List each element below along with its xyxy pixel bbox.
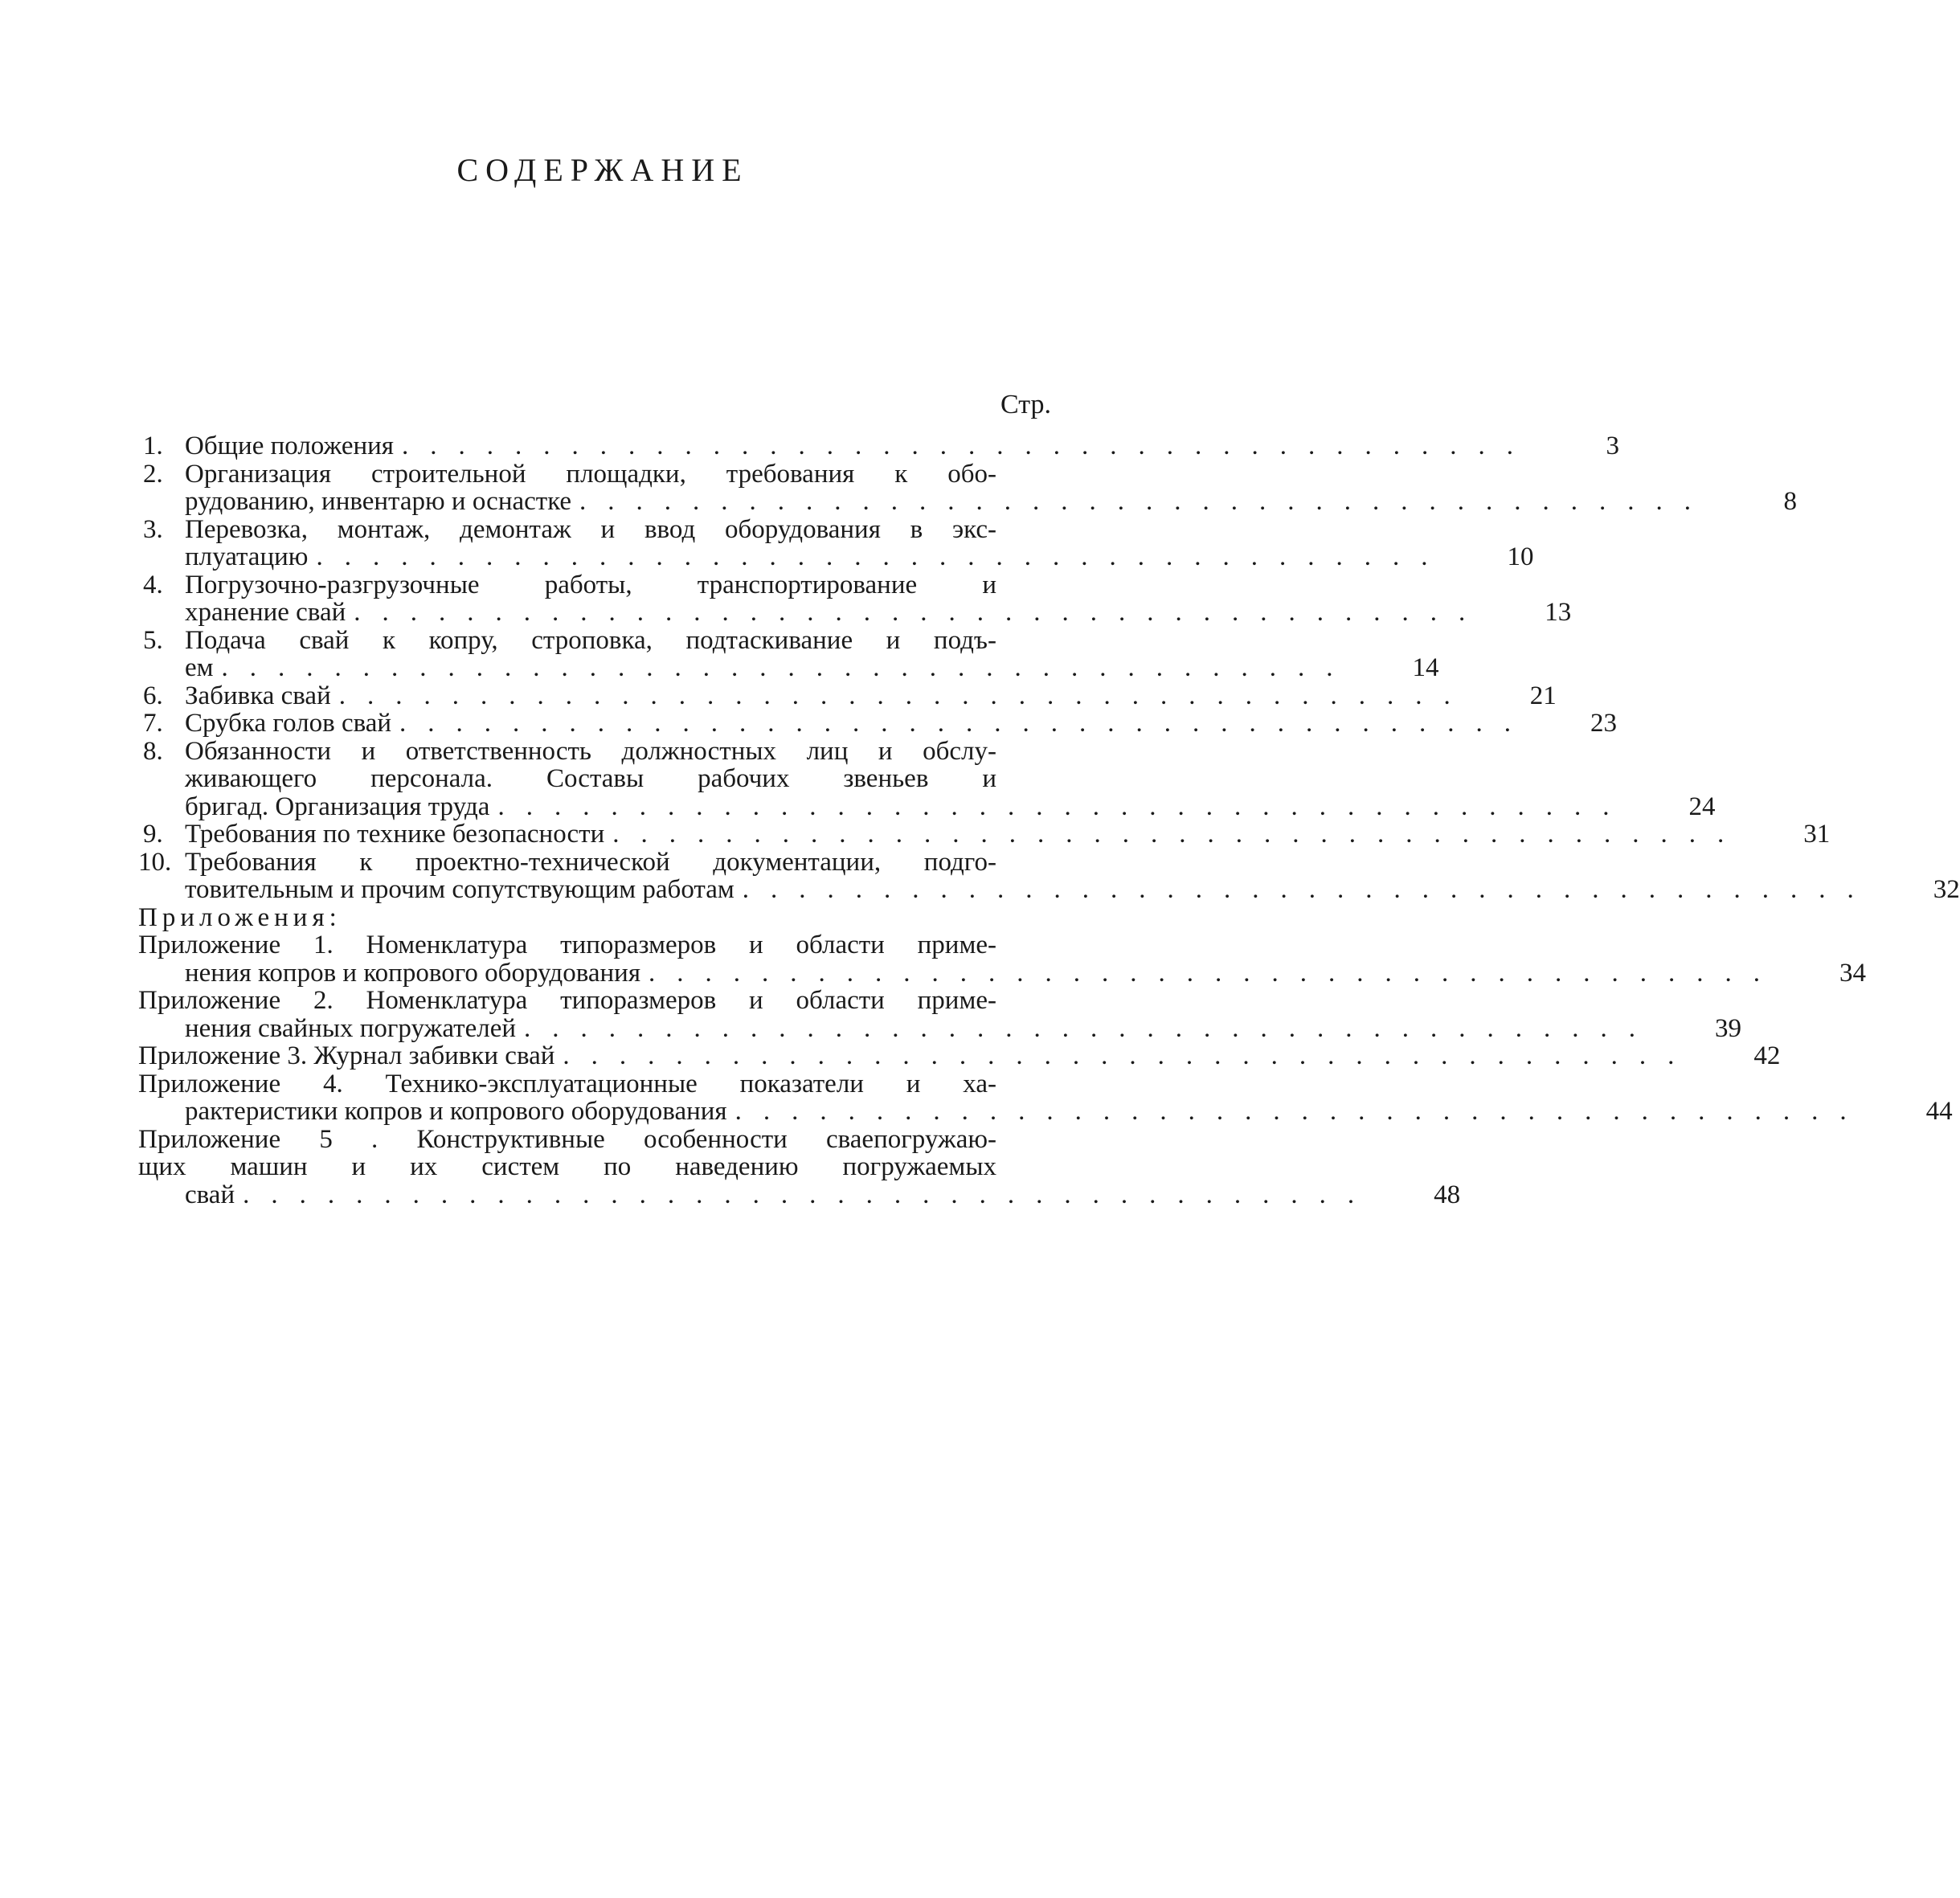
toc-entry xyxy=(138,681,1557,710)
toc-entry xyxy=(138,820,1831,849)
entry-line: Приложение 1. Номенклатура типоразмеров и области приме- xyxy=(138,931,996,959)
entry-last-line xyxy=(138,958,1867,988)
entry-number: 9. xyxy=(143,820,163,849)
entry-number: 3. xyxy=(143,514,163,544)
entry-last-line xyxy=(185,542,1534,571)
dot-leader: ........................................ xyxy=(338,681,1472,710)
entry-line: Погрузочно-разгрузочные работы, транспортирование и xyxy=(185,570,996,599)
toc-entry xyxy=(138,514,1534,571)
page-number: 32 xyxy=(1933,875,1960,904)
page-number: 10 xyxy=(1507,542,1534,571)
entry-title: ем xyxy=(185,653,214,682)
dot-leader: ........................................ xyxy=(497,792,1631,821)
appendices-heading: Приложения: xyxy=(138,902,342,932)
page-number: 48 xyxy=(1434,1180,1461,1209)
appendix-entry xyxy=(138,931,1867,988)
page-column-label: Стр. xyxy=(1000,390,1052,419)
entry-number: 8. xyxy=(143,736,163,766)
page-number: 44 xyxy=(1925,1097,1953,1126)
dot-leader: ........................................ xyxy=(612,820,1746,849)
entry-line: щих машин и их систем по наведению погружаемых xyxy=(138,1152,996,1181)
dot-leader: ........................................ xyxy=(401,432,1535,460)
toc-entry xyxy=(138,709,1618,738)
toc-entry xyxy=(138,459,1798,516)
entry-number: 1. xyxy=(143,432,163,460)
toc-entry xyxy=(138,570,1572,627)
toc-entry xyxy=(138,625,1439,682)
entry-last-line xyxy=(185,432,1619,460)
dot-leader: ........................................ xyxy=(563,1041,1696,1070)
entry-number: 2. xyxy=(143,459,163,489)
entry-title: нения свайных погружателей xyxy=(185,1013,517,1043)
entry-line: Приложение 5 . Конструктивные особенности сваепогружаю- xyxy=(138,1124,996,1154)
entry-line: Приложение 4. Технико-эксплуатационные показатели и ха- xyxy=(138,1069,996,1098)
entry-title: нения копров и копрового оборудования xyxy=(185,958,641,988)
entry-last-line xyxy=(138,1180,1461,1209)
entry-line: Приложение 2. Номенклатура типоразмеров и области приме- xyxy=(138,986,996,1015)
entry-title: Приложение 3. Журнал забивки свай xyxy=(138,1041,555,1070)
toc-entry xyxy=(138,736,1716,821)
entry-number: 5. xyxy=(143,625,163,655)
entry-line: Подача свай к копру, строповка, подтаскивание и подъ- xyxy=(185,625,996,655)
entry-last-line xyxy=(138,1013,1742,1043)
toc-entry xyxy=(138,847,1960,904)
entry-line: Перевозка, монтаж, демонтаж и ввод оборудования в экс- xyxy=(185,514,996,544)
appendix-entry xyxy=(138,986,1742,1043)
page-number: 23 xyxy=(1590,709,1618,738)
entry-number: 7. xyxy=(143,709,163,738)
dot-leader: ........................................ xyxy=(524,1013,1658,1043)
entry-last-line xyxy=(185,487,1798,516)
entry-number: 4. xyxy=(143,570,163,599)
page-number: 42 xyxy=(1753,1041,1781,1070)
dot-leader: ........................................ xyxy=(221,653,1355,682)
entry-last-line xyxy=(138,1097,1953,1126)
entry-title: Общие положения xyxy=(185,432,394,460)
entry-number: 6. xyxy=(143,681,163,710)
entry-title: плуатацию xyxy=(185,542,309,571)
dot-leader: ........................................ xyxy=(734,1097,1868,1126)
dot-leader: ........................................ xyxy=(742,875,1876,904)
appendix-entry xyxy=(138,1069,1953,1126)
entry-title: рактеристики копров и копрового оборудования xyxy=(185,1097,727,1126)
entry-last-line xyxy=(185,875,1960,904)
entry-line: Требования к проектно-технической документации, подго- xyxy=(185,847,996,877)
entry-last-line xyxy=(185,653,1439,682)
entry-last-line xyxy=(185,792,1716,821)
entry-title: рудованию, инвентарю и оснастке xyxy=(185,487,572,516)
page-number: 14 xyxy=(1412,653,1439,682)
page-number: 31 xyxy=(1803,820,1831,849)
entry-line: Организация строительной площадки, требования к обо- xyxy=(185,459,996,489)
entry-title: хранение свай xyxy=(185,598,346,627)
appendix-entry xyxy=(138,1041,1781,1070)
page-number: 13 xyxy=(1545,598,1572,627)
entry-title: бригад. Организация труда xyxy=(185,792,490,821)
dot-leader: ........................................ xyxy=(399,709,1533,738)
entry-title: Забивка свай xyxy=(185,681,331,710)
dot-leader: ........................................ xyxy=(316,542,1450,571)
page-number: 39 xyxy=(1715,1013,1742,1043)
entry-line: Обязанности и ответственность должностных лиц и обслу- xyxy=(185,736,996,766)
page-number: 34 xyxy=(1839,958,1867,988)
page-number: 24 xyxy=(1688,792,1716,821)
dot-leader: ........................................ xyxy=(243,1180,1377,1209)
appendix-entry xyxy=(138,1124,1461,1209)
entry-last-line xyxy=(185,709,1618,738)
page-number: 3 xyxy=(1606,432,1619,460)
entry-last-line xyxy=(185,681,1557,710)
entry-last-line xyxy=(185,598,1572,627)
toc-entry xyxy=(138,432,1619,460)
page-title: СОДЕРЖАНИЕ xyxy=(456,152,749,188)
page-number: 21 xyxy=(1529,681,1557,710)
entry-line: живающего персонала. Составы рабочих звеньев и xyxy=(185,764,996,793)
table-of-contents xyxy=(138,432,1960,1209)
entry-title: Требования по технике безопасности xyxy=(185,820,605,849)
entry-number: 10. xyxy=(138,847,172,877)
page-number: 8 xyxy=(1783,487,1798,516)
dot-leader: ........................................ xyxy=(579,487,1713,516)
entry-title: свай xyxy=(185,1180,235,1209)
dot-leader: ........................................ xyxy=(649,958,1782,988)
entry-last-line xyxy=(185,820,1831,849)
entry-title: товительным и прочим сопутствующим работам xyxy=(185,875,734,904)
entry-title: Срубка голов свай xyxy=(185,709,392,738)
entry-last-line xyxy=(138,1041,1781,1070)
dot-leader: ........................................ xyxy=(354,598,1487,627)
